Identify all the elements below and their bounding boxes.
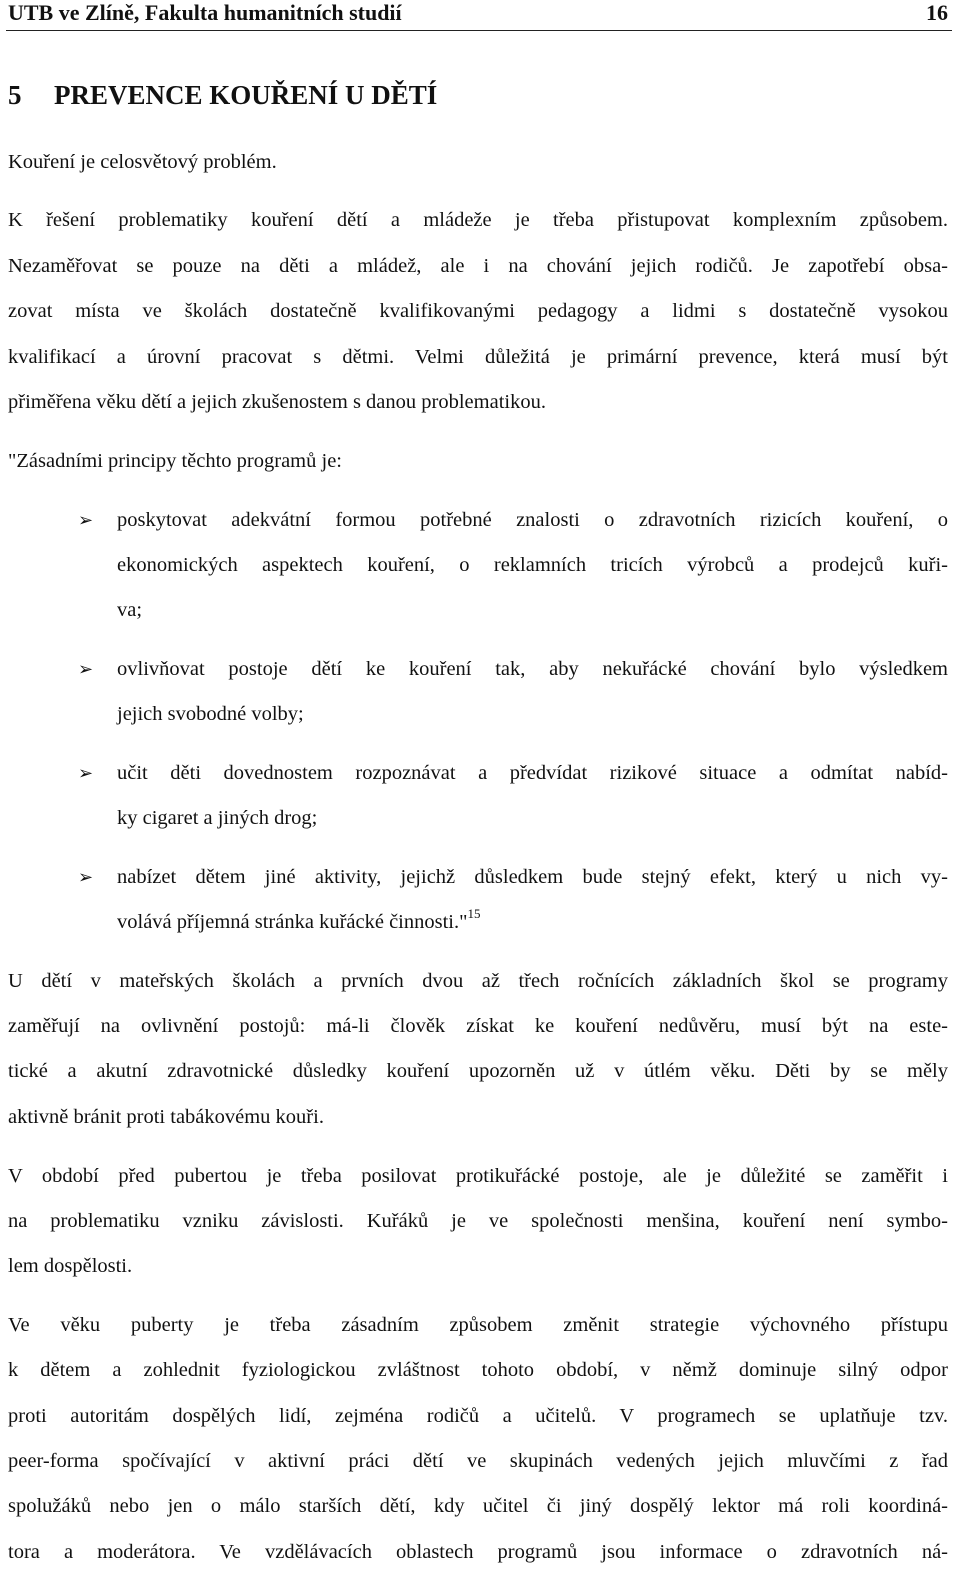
arrow-bullet-icon: ➢ xyxy=(78,659,94,679)
bullet-line: va; xyxy=(117,599,143,621)
footnote-reference: 15 xyxy=(467,906,481,921)
text-line: Nezaměřovat se pouze na děti a mládež, ale i na chování jejich rodičů. Je zapotřebí obsa- xyxy=(8,255,948,277)
bullet-line: ekonomických aspektech kouření, o reklamních tricích výrobců a prodejců kuři- xyxy=(117,554,948,576)
text-line: proti autoritám dospělých lidí, zejména rodičů a učitelů. V programech se uplatňuje tzv. xyxy=(8,1405,948,1427)
text-line: "Zásadními principy těchto programů je: xyxy=(8,450,342,472)
text-line: V období před pubertou je třeba posilovat protikuřácké postoje, ale je důležité se zaměřit i xyxy=(8,1165,948,1187)
bullet-line: jejich svobodné volby; xyxy=(117,703,304,725)
bullet-line: poskytovat adekvátní formou potřebné znalosti o zdravotních rizicích kouření, o xyxy=(117,509,948,531)
text-line: tické a akutní zdravotnické důsledky kouření upozorněn už v útlém věku. Děti by se měly xyxy=(8,1060,948,1082)
bullet-line xyxy=(117,906,481,935)
arrow-bullet-icon: ➢ xyxy=(78,510,94,530)
arrow-bullet-icon: ➢ xyxy=(78,763,94,783)
text-line: spolužáků nebo jen o málo starších dětí, kdy učitel či jiný dospělý lektor má roli koordiná- xyxy=(8,1495,948,1517)
text-line: U dětí v mateřských školách a prvních dvou až třech ročnících základních škol se programy xyxy=(8,970,948,992)
arrow-bullet-icon: ➢ xyxy=(78,867,94,887)
text-line: zaměřují na ovlivnění postojů: má-li člověk získat ke kouření nedůvěru, musí být na este- xyxy=(8,1015,948,1037)
text-line: Ve věku puberty je třeba zásadním způsobem změnit strategie výchovného přístupu xyxy=(8,1314,948,1336)
page-header xyxy=(6,0,952,31)
chapter-heading xyxy=(8,80,437,111)
text-line: K řešení problematiky kouření dětí a mládeže je třeba přistupovat komplexním způsobem. xyxy=(8,209,948,231)
chapter-number: 5 xyxy=(8,80,22,110)
text-line: k dětem a zohlednit fyziologickou zvláštnost tohoto období, v němž dominuje silný odpor xyxy=(8,1359,948,1381)
bullet-line: nabízet dětem jiné aktivity, jejichž důsledkem bude stejný efekt, který u nich vy- xyxy=(117,866,948,888)
bullet-line: učit děti dovednostem rozpoznávat a předvídat rizikové situace a odmítat nabíd- xyxy=(117,762,948,784)
text-line: Kouření je celosvětový problém. xyxy=(8,151,277,173)
bullet-line: ky cigaret a jiných drog; xyxy=(117,807,318,829)
text-line: na problematiku vzniku závislosti. Kuřáků je ve společnosti menšina, kouření není symbo- xyxy=(8,1210,948,1232)
text-line: lem dospělosti. xyxy=(8,1255,133,1277)
chapter-title: PREVENCE KOUŘENÍ U DĚTÍ xyxy=(54,80,438,110)
text-line: zovat místa ve školách dostatečně kvalifikovanými pedagogy a lidmi s dostatečně vysokou xyxy=(8,300,948,322)
bullet-line: ovlivňovat postoje dětí ke kouření tak, aby nekuřácké chování bylo výsledkem xyxy=(117,658,948,680)
page-number: 16 xyxy=(926,0,948,25)
text-line: přiměřena věku dětí a jejich zkušenostem s danou problematikou. xyxy=(8,391,546,413)
text-line: kvalifikací a úrovní pracovat s dětmi. Velmi důležitá je primární prevence, která musí být xyxy=(8,346,948,368)
header-title: UTB ve Zlíně, Fakulta humanitních studií xyxy=(8,0,402,25)
bullet-text: volává příjemná stránka kuřácké činnosti." xyxy=(117,911,468,933)
text-line: aktivně bránit proti tabákovému kouři. xyxy=(8,1106,324,1128)
text-line: peer-forma spočívající v aktivní práci dětí ve skupinách vedených jejich mluvčími z řad xyxy=(8,1450,948,1472)
text-line: tora a moderátora. Ve vzdělávacích oblastech programů jsou informace o zdravotních ná- xyxy=(8,1541,948,1563)
